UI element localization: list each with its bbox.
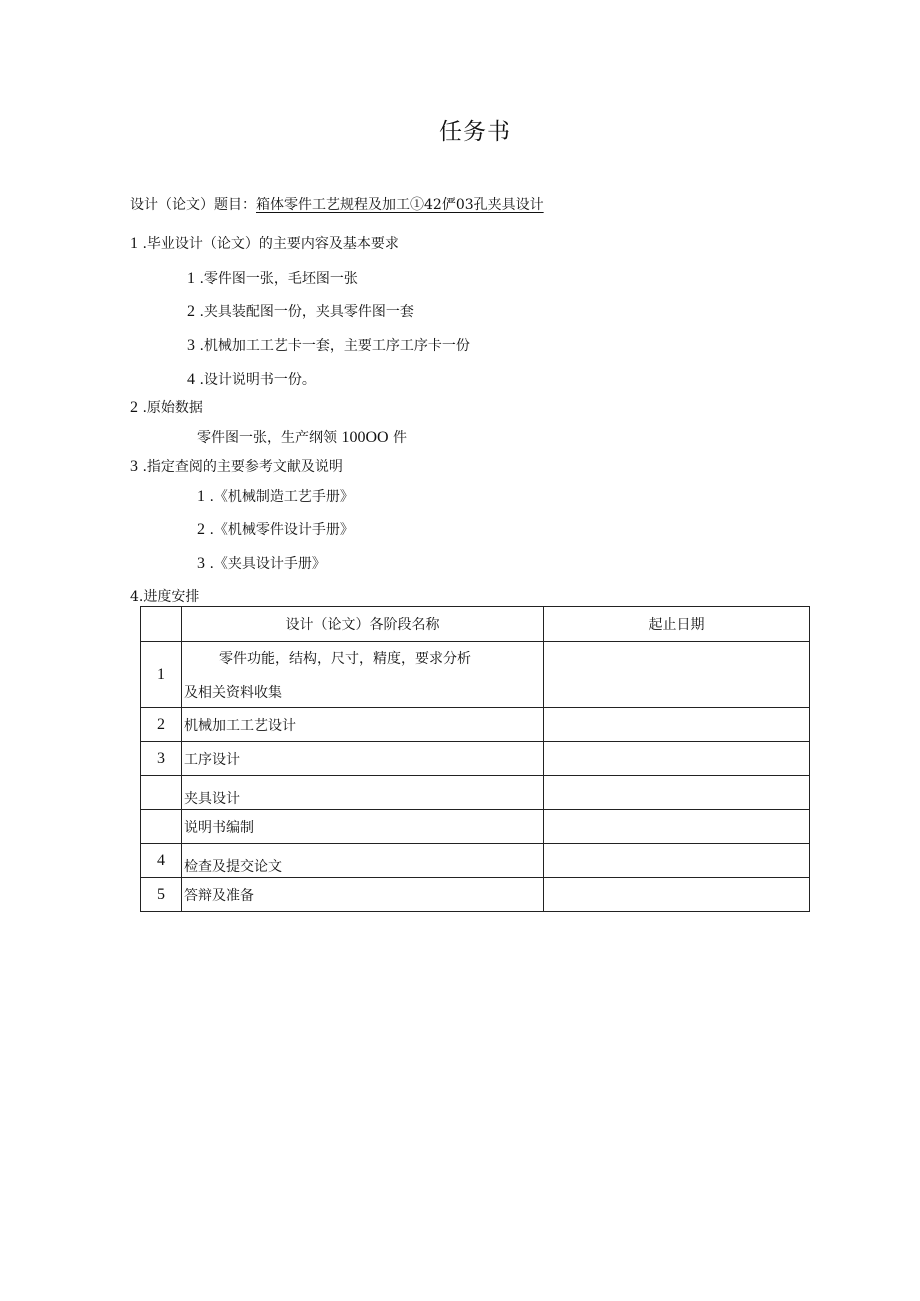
stage-text: 检查及提交论文 bbox=[184, 858, 282, 875]
item-number: 3 bbox=[187, 337, 195, 354]
schedule-table bbox=[140, 606, 810, 912]
stage-text: 答辩及准备 bbox=[184, 887, 254, 904]
section-3-number: 3 bbox=[130, 458, 138, 475]
section-1-item bbox=[187, 301, 414, 321]
table-row bbox=[141, 742, 810, 776]
item-text: .《机械制造工艺手册》 bbox=[209, 489, 354, 505]
table-row bbox=[141, 844, 810, 878]
stage-line-2: 及相关资料收集 bbox=[184, 684, 282, 701]
item-number: 4 bbox=[187, 371, 195, 388]
table-row bbox=[141, 642, 810, 708]
section-3-text: .指定查阅的主要参考文献及说明 bbox=[142, 459, 343, 475]
item-number: 3 bbox=[197, 555, 205, 572]
item-number: 2 bbox=[187, 303, 195, 320]
row-date bbox=[544, 810, 810, 844]
section-1-text: .毕业设计（论文）的主要内容及基本要求 bbox=[142, 236, 399, 252]
row-stage bbox=[182, 742, 544, 776]
row-date bbox=[544, 708, 810, 742]
item-text: .夹具装配图一份，夹具零件图一套 bbox=[199, 304, 414, 320]
section-2-heading bbox=[130, 397, 203, 417]
row-date bbox=[544, 642, 810, 708]
section-4-heading: 4.进度安排 bbox=[130, 589, 200, 605]
table-row bbox=[141, 878, 810, 912]
row-stage bbox=[182, 810, 544, 844]
section-2-text: .原始数据 bbox=[142, 400, 203, 416]
item-number: 1 bbox=[197, 488, 205, 505]
stage-text: 机械加工工艺设计 bbox=[184, 717, 296, 734]
item-text: .零件图一张，毛坯图一张 bbox=[199, 271, 358, 287]
topic-label: 设计（论文）题目： bbox=[130, 197, 256, 213]
topic-line bbox=[130, 194, 544, 214]
row-number bbox=[141, 810, 182, 844]
reference-item bbox=[197, 553, 326, 573]
stage-text: 说明书编制 bbox=[184, 819, 254, 836]
section-1-item bbox=[187, 268, 358, 288]
item-text: .《机械零件设计手册》 bbox=[209, 522, 354, 538]
header-stage: 设计（论文）各阶段名称 bbox=[182, 607, 544, 642]
reference-item bbox=[197, 486, 354, 506]
reference-item bbox=[197, 519, 354, 539]
section-1-item bbox=[187, 369, 316, 389]
table-row bbox=[141, 810, 810, 844]
body-number: 100OO bbox=[341, 429, 389, 446]
header-num-cell bbox=[141, 607, 182, 642]
row-date bbox=[544, 742, 810, 776]
table-row bbox=[141, 708, 810, 742]
topic-value: 箱体零件工艺规程及加工①42俨03孔夹具设计 bbox=[256, 197, 544, 213]
item-text: .设计说明书一份。 bbox=[199, 372, 316, 388]
row-stage bbox=[182, 878, 544, 912]
row-number: 1 bbox=[141, 642, 182, 708]
item-text: .机械加工工艺卡一套，主要工序工序卡一份 bbox=[199, 338, 470, 354]
section-2-number: 2 bbox=[130, 399, 138, 416]
section-1-number: 1 bbox=[130, 235, 138, 252]
row-number: 5 bbox=[141, 878, 182, 912]
row-stage bbox=[182, 642, 544, 708]
stage-line-1: 零件功能，结构，尺寸，精度，要求分析 bbox=[219, 650, 471, 667]
header-date: 起止日期 bbox=[544, 607, 810, 642]
page-title: 任务书 bbox=[439, 119, 511, 145]
section-2-body bbox=[197, 427, 407, 447]
row-number bbox=[141, 776, 182, 810]
body-text: 零件图一张，生产纲领 bbox=[197, 430, 337, 446]
row-date bbox=[544, 776, 810, 810]
table-row bbox=[141, 776, 810, 810]
body-unit: 件 bbox=[393, 430, 408, 446]
section-1-item bbox=[187, 335, 470, 355]
row-date bbox=[544, 844, 810, 878]
stage-text: 工序设计 bbox=[184, 751, 240, 768]
item-number: 1 bbox=[187, 270, 195, 287]
stage-text: 夹具设计 bbox=[184, 790, 240, 807]
section-1-heading bbox=[130, 233, 399, 253]
item-number: 2 bbox=[197, 521, 205, 538]
table-header-row bbox=[141, 607, 810, 642]
row-stage bbox=[182, 708, 544, 742]
section-3-heading bbox=[130, 456, 343, 476]
row-date bbox=[544, 878, 810, 912]
row-number: 4 bbox=[141, 844, 182, 878]
row-stage bbox=[182, 844, 544, 878]
row-number: 2 bbox=[141, 708, 182, 742]
item-text: .《夹具设计手册》 bbox=[209, 556, 326, 572]
row-number: 3 bbox=[141, 742, 182, 776]
row-stage bbox=[182, 776, 544, 810]
